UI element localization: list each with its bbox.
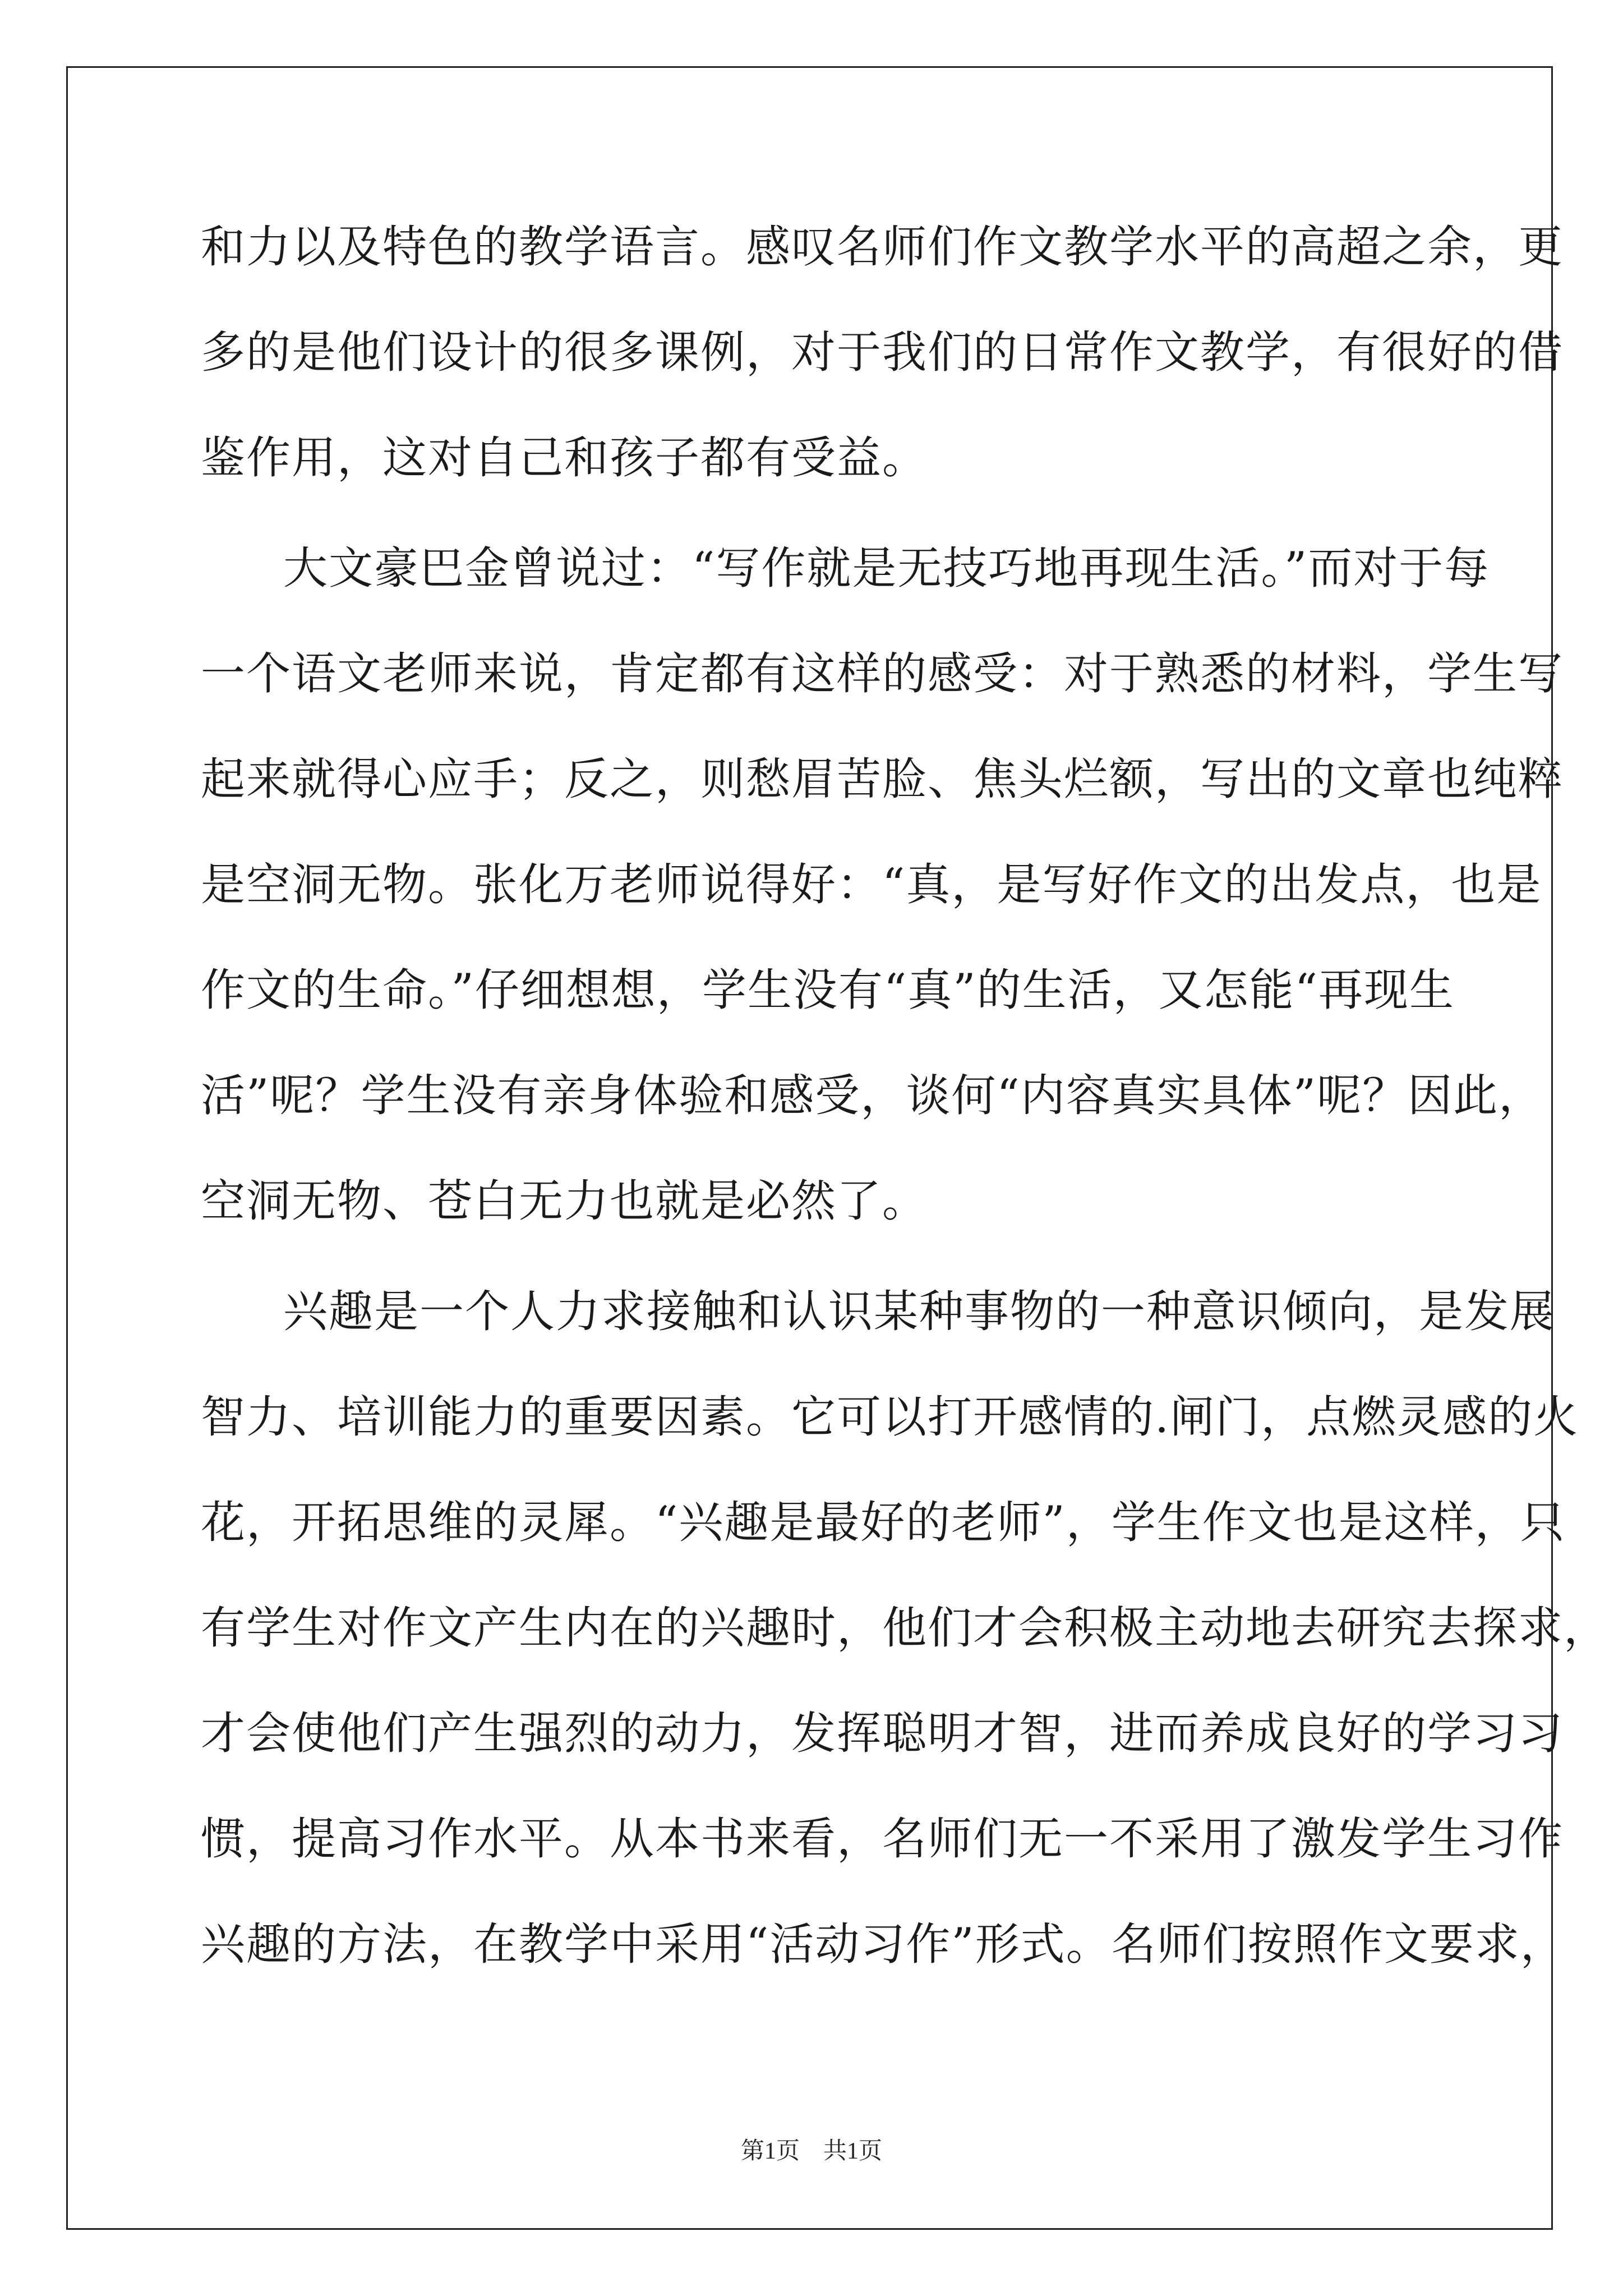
text-line: 活”呢？学生没有亲身体验和感受，谈何“内容真实具体”呢？因此， — [201, 1070, 1544, 1121]
text-line: 一个语文老师来说，肯定都有这样的感受：对于熟悉的材料，学生写 — [201, 648, 1564, 700]
text-line: 空洞无物、苍白无力也就是必然了。 — [201, 1175, 928, 1227]
text-line: 和力以及特色的教学语言。感叹名师们作文教学水平的高超之余，更 — [201, 221, 1564, 273]
page-number-footer: 第1页 共1页 — [740, 2138, 882, 2164]
page-border — [66, 66, 1609, 2230]
text-line: 起来就得心应手；反之，则愁眉苦脸、焦头烂额，写出的文章也纯粹 — [201, 753, 1564, 805]
text-line: 智力、培训能力的重要因素。它可以打开感情的.闸门，点燃灵感的火 — [201, 1391, 1579, 1443]
text-line: 兴趣的方法，在教学中采用“活动习作”形式。名师们按照作文要求， — [201, 1918, 1566, 1970]
paragraph-start-line: 兴趣是一个人力求接触和认识某种事物的一种意识倾向，是发展 — [283, 1286, 1555, 1337]
text-line: 是空洞无物。张化万老师说得好：“真，是写好作文的出发点，也是 — [201, 859, 1542, 910]
text-line: 作文的生命。”仔细想想，学生没有“真”的生活，又怎能“再现生 — [201, 964, 1455, 1016]
text-line: 惯，提高习作水平。从本书来看，名师们无一不采用了激发学生习作 — [201, 1813, 1564, 1865]
text-line: 有学生对作文产生内在的兴趣时，他们才会积极主动地去研究去探求， — [201, 1602, 1609, 1654]
text-line: 鉴作用，这对自己和孩子都有受益。 — [201, 432, 928, 484]
text-line: 多的是他们设计的很多课例，对于我们的日常作文教学，有很好的借 — [201, 326, 1564, 378]
text-line: 才会使他们产生强烈的动力，发挥聪明才智，进而养成良好的学习习 — [201, 1708, 1564, 1759]
text-line: 花，开拓思维的灵犀。“兴趣是最好的老师”，学生作文也是这样，只 — [201, 1497, 1566, 1548]
paragraph-start-line: 大文豪巴金曾说过：“写作就是无技巧地再现生活。”而对于每 — [283, 542, 1490, 594]
